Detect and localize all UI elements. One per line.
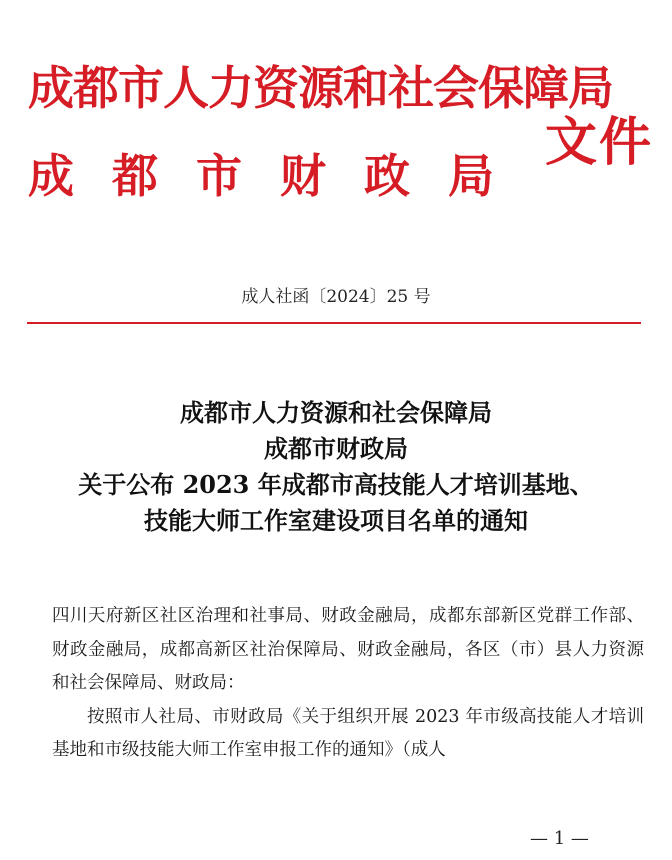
title-line-1: 成都市人力资源和社会保障局 [180, 398, 492, 427]
title-line-3: 关于公布 2023 年成都市高技能人才培训基地、 [78, 470, 594, 499]
document-title [0, 395, 672, 539]
recipients-paragraph: 四川天府新区社区治理和社事局、财政金融局，成都东部新区党群工作部、财政金融局，成都高新区社治保障局、财政金融局，各区（市）县人力资源和社会保障局、财政局： [52, 606, 644, 693]
document-number: 成人社函〔2024〕25 号 [241, 287, 431, 307]
page-number: — 1 — [530, 828, 589, 849]
issuer-name-finance-bureau: 成都市财政局 [28, 149, 532, 203]
document-type-label: 文件 [545, 112, 654, 173]
header-red-divider [27, 322, 641, 324]
issuer-name-hr-bureau: 成都市人力资源和社会保障局 [28, 61, 613, 115]
body-paragraph: 按照市人社局、市财政局《关于组织开展 2023 年市级高技能人才培训基地和市级技能大师工作室申报工作的通知》（成人 [52, 706, 644, 760]
title-line-4: 技能大师工作室建设项目名单的通知 [144, 506, 528, 535]
document-body [52, 600, 644, 768]
title-line-2: 成都市财政局 [264, 434, 408, 463]
